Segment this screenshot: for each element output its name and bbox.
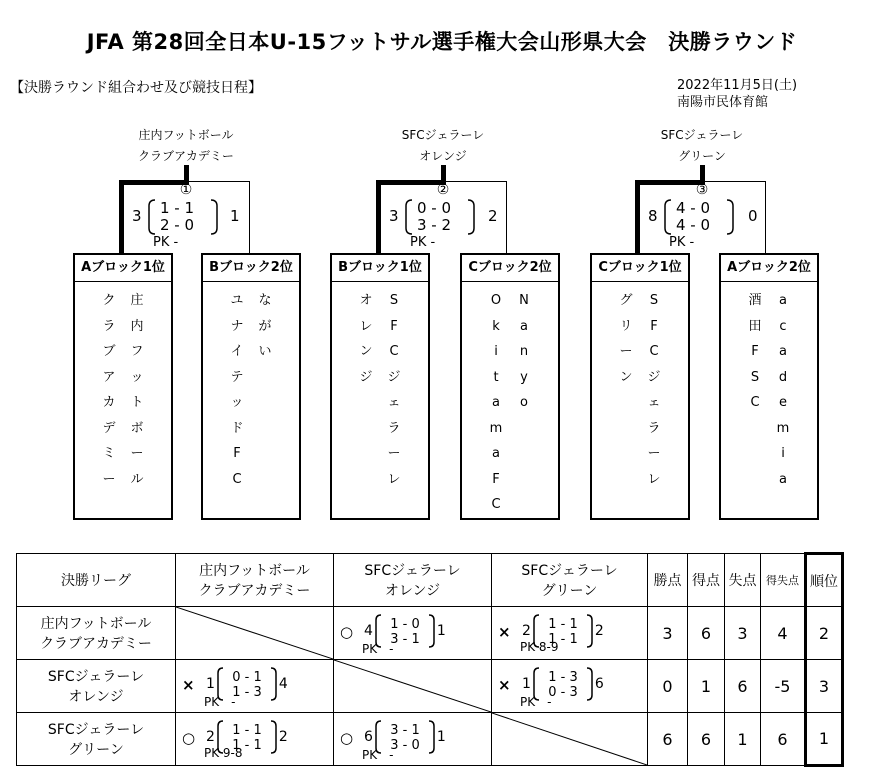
score-right: 4 <box>278 676 288 692</box>
team-name-char: F <box>492 471 500 487</box>
score-right: 0 <box>748 207 758 225</box>
team-block-label: Aブロック2位 <box>721 255 817 282</box>
team-block-label: Aブロック1位 <box>75 255 171 282</box>
score-left: 1 <box>522 676 531 692</box>
match-3-name: SFCジェラーレ グリーン <box>660 128 744 163</box>
team-name-char: t <box>493 369 499 385</box>
team-name-column <box>775 288 791 492</box>
pk-score: PK - <box>153 235 179 250</box>
diagonal-cell <box>334 660 492 713</box>
team-name-char: O <box>490 293 502 308</box>
header-rank: 順位 <box>806 554 843 607</box>
team-name-char: デ <box>102 420 116 436</box>
team-name-char: F <box>650 318 658 334</box>
team-name-char: イ <box>230 344 244 359</box>
period-1-score: 0 - 0 <box>417 199 452 217</box>
score-left: 3 <box>389 207 399 225</box>
period-1-score: 0 - 1 <box>232 670 262 685</box>
period-2-score: 3 - 2 <box>417 216 452 234</box>
team-name-char: ー <box>387 446 401 461</box>
team-name-char: a <box>492 446 500 461</box>
team-name-char: ッ <box>130 369 144 385</box>
period-1-score: 1 - 1 <box>548 617 578 632</box>
team-name-char: ラ <box>647 420 661 436</box>
match-1-name: 庄内フットボール クラブアカデミー <box>138 128 234 163</box>
team-name-char: ク <box>102 293 116 308</box>
period-2-score: 1 - 3 <box>232 685 262 700</box>
team-name-char: ジ <box>647 369 661 385</box>
header-goals-against: 失点 <box>725 554 761 607</box>
team-box-c2 <box>460 253 560 520</box>
team-name-char: ン <box>619 369 633 385</box>
period-2-score: 1 - 1 <box>548 632 578 647</box>
team-name-char: F <box>751 344 759 359</box>
table-row <box>17 660 843 713</box>
score-left: 4 <box>364 623 373 639</box>
stat-goals-against: 6 <box>725 660 761 713</box>
score-right: 2 <box>488 207 498 225</box>
stat-goals-for: 6 <box>688 713 725 766</box>
team-name-char: C <box>389 344 399 359</box>
result-mark: × <box>498 623 511 641</box>
stat-goals-for: 1 <box>688 660 725 713</box>
team-name-char: a <box>779 471 787 487</box>
team-name-column <box>488 288 504 518</box>
score-left: 1 <box>206 676 215 692</box>
period-2-score: 0 - 3 <box>548 685 578 700</box>
period-1-score: 1 - 0 <box>390 617 420 632</box>
stat-goal-diff: 4 <box>761 607 806 660</box>
team-name-char: ジ <box>387 369 401 385</box>
team-name-char: i <box>494 344 498 359</box>
result-cell <box>492 607 648 660</box>
period-1-score: 1 - 3 <box>548 670 578 685</box>
team-name-char: F <box>390 318 398 334</box>
row-team-3: SFCジェラーレ グリーン <box>17 713 176 766</box>
table-corner-label: 決勝リーグ <box>17 554 176 607</box>
page-title: JFA 第28回全日本U-15フットサル選手権大会山形県大会 決勝ラウンド <box>86 30 798 54</box>
period-2-score: 4 - 0 <box>676 216 711 234</box>
team-name-char: ボ <box>130 420 144 436</box>
period-2-score: 3 - 0 <box>390 738 420 753</box>
result-mark: ○ <box>182 729 196 747</box>
team-name-char: ラ <box>102 318 116 334</box>
team-name-char: n <box>519 344 529 359</box>
stat-goals-for: 6 <box>688 607 725 660</box>
team-name-column <box>386 288 402 492</box>
team-name-column <box>257 288 273 492</box>
score-left: 6 <box>364 729 373 745</box>
team-name-char: レ <box>647 471 661 487</box>
result-mark: × <box>498 676 511 694</box>
team-block-label: Bブロック2位 <box>203 255 299 282</box>
period-2-score: 3 - 1 <box>390 632 420 647</box>
team-name-column <box>516 288 532 518</box>
pk-score: PK - <box>362 642 394 656</box>
team-name-char: ジ <box>359 369 373 385</box>
pk-score: PK 8-9 <box>520 640 559 654</box>
team-name-char: ユ <box>230 293 244 308</box>
match-number: ③ <box>695 182 709 198</box>
period-2-score: 1 - 1 <box>232 738 262 753</box>
result-cell <box>176 660 334 713</box>
team-name-char: y <box>520 369 528 385</box>
team-name-char: ッ <box>230 395 244 410</box>
result-cell <box>492 660 648 713</box>
score-left: 3 <box>132 207 142 225</box>
team-name-vertical <box>462 282 558 518</box>
event-date-venue <box>677 77 797 111</box>
match-2-name: SFCジェラーレ オレンジ <box>401 128 485 163</box>
pk-score: PK 9-8 <box>204 746 243 760</box>
team-name-char: フ <box>130 344 144 359</box>
team-name-vertical <box>75 282 171 492</box>
team-name-char: 田 <box>748 318 762 334</box>
team-name-char: ア <box>102 369 116 385</box>
stat-points: 3 <box>648 607 688 660</box>
team-name-column <box>358 288 374 492</box>
score-right: 6 <box>594 676 604 692</box>
pk-score: PK - <box>204 695 236 709</box>
team-box-a2 <box>719 253 819 520</box>
match-number: ② <box>436 182 450 198</box>
team-name-char: 内 <box>130 318 144 334</box>
team-name-char: C <box>491 497 501 512</box>
team-name-char: m <box>489 420 503 436</box>
team-name-char: テ <box>230 369 244 385</box>
column-team-1: 庄内フットボール クラブアカデミー <box>176 554 334 607</box>
team-name-char: が <box>258 318 272 334</box>
team-block-label: Cブロック1位 <box>592 255 688 282</box>
period-2-score: 2 - 0 <box>160 216 195 234</box>
result-cell <box>334 607 492 660</box>
team-name-char: ト <box>130 395 144 410</box>
header-goal-diff: 得失点 <box>761 554 806 607</box>
team-name-char: リ <box>619 318 633 334</box>
result-mark: ○ <box>340 729 354 747</box>
team-name-char: a <box>520 318 528 334</box>
team-name-char: S <box>649 293 659 308</box>
column-team-2: SFCジェラーレ オレンジ <box>334 554 492 607</box>
team-name-char: 庄 <box>130 293 144 308</box>
pk-score: PK - <box>362 748 394 762</box>
team-name-char: ー <box>619 344 633 359</box>
score-right: 1 <box>436 623 446 639</box>
header-goals-for: 得点 <box>688 554 725 607</box>
period-1-score: 3 - 1 <box>390 723 420 738</box>
event-date: 2022年11月5日(土) <box>677 78 798 93</box>
score-left: 8 <box>648 207 658 225</box>
result-cell <box>176 713 334 766</box>
team-name-column <box>618 288 634 492</box>
team-name-char: ラ <box>387 420 401 436</box>
table-row <box>17 713 843 766</box>
team-name-char: S <box>389 293 399 308</box>
result-mark: × <box>182 676 195 694</box>
schedule-subtitle: 【決勝ラウンド組合わせ及び競技日程】 <box>10 80 262 96</box>
team-block-label: Bブロック1位 <box>332 255 428 282</box>
team-name-char: グ <box>619 293 633 308</box>
final-league-table <box>16 552 844 767</box>
column-team-3: SFCジェラーレ グリーン <box>492 554 648 607</box>
team-name-char: a <box>779 344 787 359</box>
result-cell <box>334 713 492 766</box>
team-name-char: S <box>750 369 760 385</box>
team-name-char: ー <box>102 471 116 487</box>
team-box-a1 <box>73 253 173 520</box>
team-name-char: ル <box>130 471 144 487</box>
period-1-score: 4 - 0 <box>676 199 711 217</box>
team-name-char: な <box>258 293 272 308</box>
team-name-char: レ <box>387 471 401 487</box>
team-name-char: ナ <box>230 318 244 334</box>
pk-score: PK - <box>410 235 436 250</box>
team-name-char: カ <box>102 395 116 410</box>
team-name-char: ェ <box>387 395 401 410</box>
team-name-char: 酒 <box>748 293 762 308</box>
team-name-char: a <box>492 395 500 410</box>
header-points: 勝点 <box>648 554 688 607</box>
pk-score: PK - <box>520 695 552 709</box>
team-box-b1 <box>330 253 430 520</box>
event-venue: 南陽市民体育館 <box>677 95 769 110</box>
result-mark: ○ <box>340 623 354 641</box>
stat-rank: 2 <box>806 607 843 660</box>
team-name-column <box>229 288 245 492</box>
team-name-char: C <box>232 471 242 487</box>
team-name-column <box>101 288 117 492</box>
diagonal-cell <box>176 607 334 660</box>
team-name-char: N <box>519 293 529 308</box>
team-name-vertical <box>592 282 688 492</box>
team-box-b2 <box>201 253 301 520</box>
team-name-char: F <box>233 446 241 461</box>
team-name-char: C <box>750 395 760 410</box>
score-right: 2 <box>278 729 288 745</box>
team-name-char: c <box>779 318 787 334</box>
stat-goal-diff: 6 <box>761 713 806 766</box>
team-name-char: オ <box>359 293 373 308</box>
stat-goal-diff: -5 <box>761 660 806 713</box>
team-name-char: い <box>258 344 272 359</box>
pk-score: PK - <box>669 235 695 250</box>
team-name-char: ェ <box>647 395 661 410</box>
stat-goals-against: 3 <box>725 607 761 660</box>
row-team-1: 庄内フットボール クラブアカデミー <box>17 607 176 660</box>
team-name-column <box>747 288 763 492</box>
team-name-char: o <box>520 395 528 410</box>
team-name-char: ー <box>130 446 144 461</box>
period-1-score: 1 - 1 <box>232 723 262 738</box>
score-right: 2 <box>594 623 604 639</box>
score-left: 2 <box>206 729 215 745</box>
diagonal-cell <box>492 713 648 766</box>
row-team-2: SFCジェラーレ オレンジ <box>17 660 176 713</box>
team-name-vertical <box>332 282 428 492</box>
team-name-vertical <box>721 282 817 492</box>
team-name-char: ン <box>359 344 373 359</box>
team-name-char: レ <box>359 318 373 334</box>
stat-rank: 3 <box>806 660 843 713</box>
team-box-c1 <box>590 253 690 520</box>
stat-points: 6 <box>648 713 688 766</box>
team-name-char: ド <box>230 420 244 436</box>
team-name-char: i <box>781 446 785 461</box>
team-name-char: d <box>778 369 788 385</box>
team-name-char: C <box>649 344 659 359</box>
match-number: ① <box>179 182 193 198</box>
team-name-char: a <box>779 293 787 308</box>
score-left: 2 <box>522 623 531 639</box>
team-name-char: e <box>779 395 787 410</box>
team-name-char: ミ <box>102 446 116 461</box>
table-row <box>17 607 843 660</box>
stat-goals-against: 1 <box>725 713 761 766</box>
score-right: 1 <box>436 729 446 745</box>
team-name-char: ブ <box>102 344 116 359</box>
team-name-column <box>129 288 145 492</box>
team-name-char: m <box>776 420 790 436</box>
period-1-score: 1 - 1 <box>160 199 195 217</box>
team-name-column <box>646 288 662 492</box>
team-name-vertical <box>203 282 299 492</box>
stat-rank: 1 <box>806 713 843 766</box>
score-right: 1 <box>230 207 240 225</box>
team-name-char: ー <box>647 446 661 461</box>
stat-points: 0 <box>648 660 688 713</box>
team-block-label: Cブロック2位 <box>462 255 558 282</box>
team-name-char: k <box>492 318 500 334</box>
